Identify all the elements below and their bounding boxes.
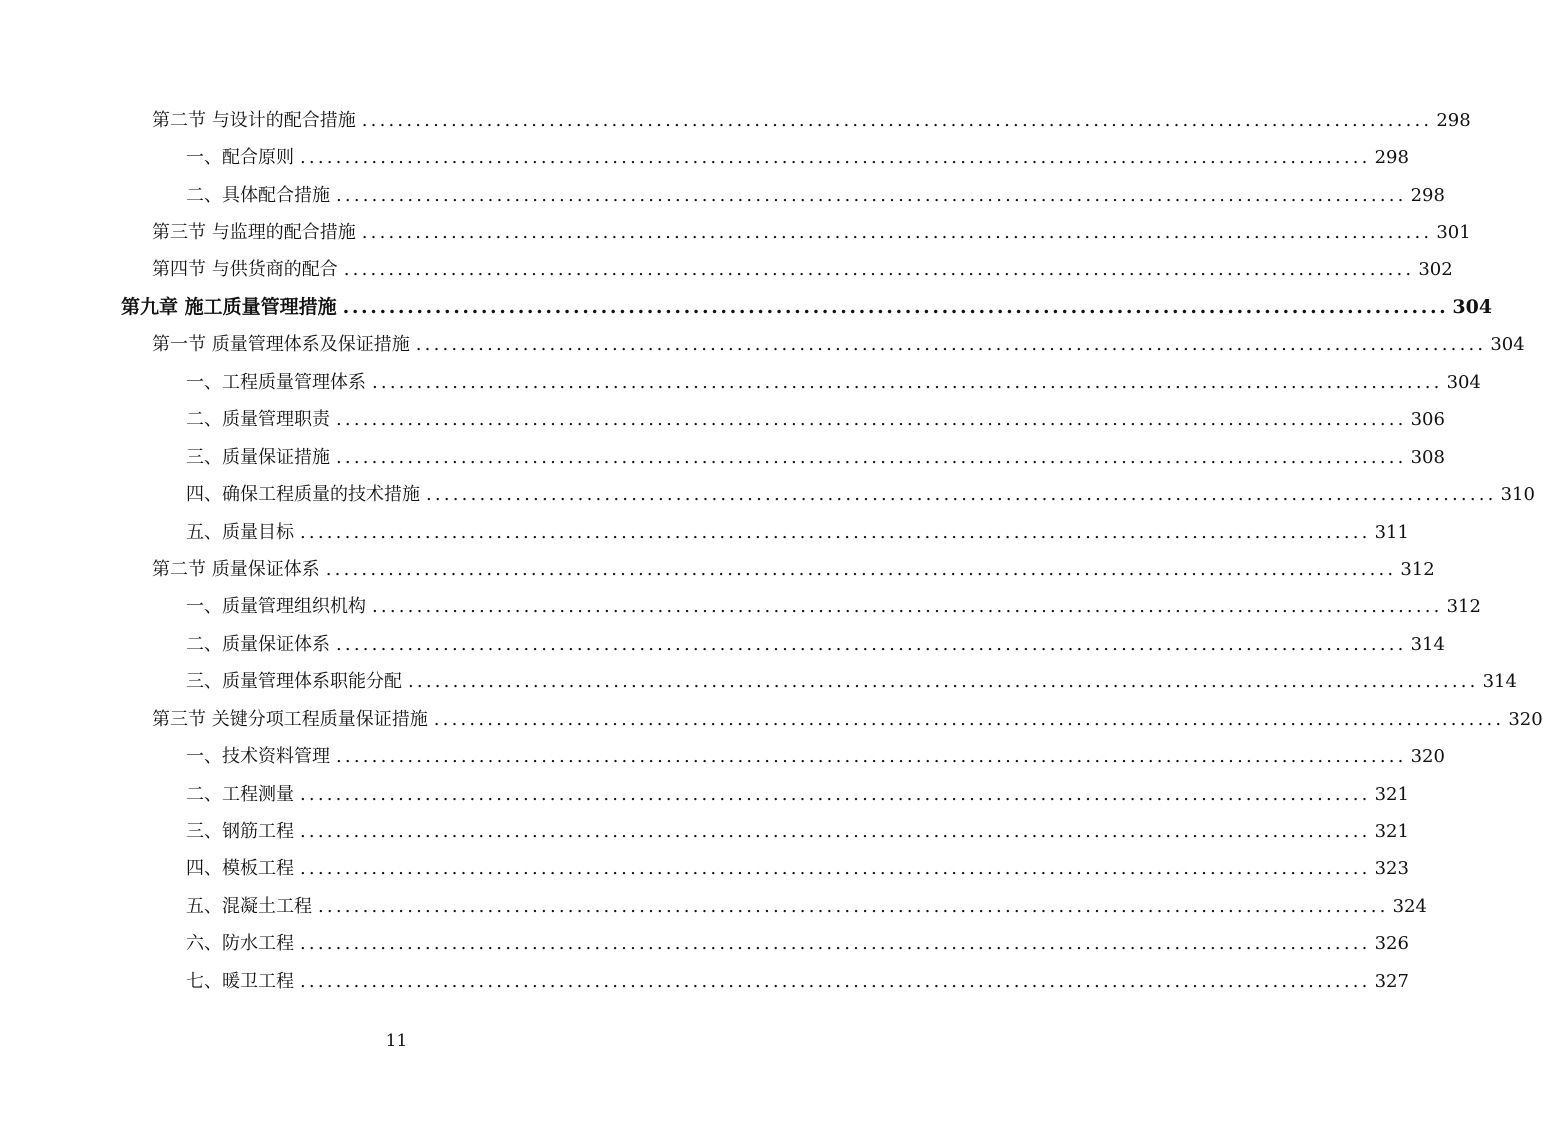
toc-leader-dots: ........................................................................................................................ bbox=[408, 671, 1479, 693]
toc-entry-page: 304 bbox=[1490, 334, 1525, 356]
toc-entry-page: 308 bbox=[1410, 446, 1445, 468]
toc-entry-subsection[interactable] bbox=[0, 400, 1445, 437]
toc-entry-page: 312 bbox=[1400, 558, 1435, 580]
toc-leader-dots: ........................................................................................................................ bbox=[372, 596, 1443, 618]
toc-entry-title: 二、质量管理职责 bbox=[186, 409, 330, 431]
toc-entry-title: 六、防水工程 bbox=[186, 933, 294, 955]
toc-leader-dots: ........................................................................................................................ bbox=[336, 633, 1407, 655]
toc-entry-chapter[interactable] bbox=[0, 287, 1493, 324]
toc-entry-subsection[interactable] bbox=[0, 774, 1409, 811]
toc-entry-title: 五、混凝土工程 bbox=[186, 895, 312, 917]
toc-entry-subsection[interactable] bbox=[0, 175, 1445, 212]
toc-entry-page: 311 bbox=[1374, 521, 1409, 543]
toc-leader-dots: ........................................................................................................................ bbox=[300, 147, 1371, 169]
toc-entry-subsection[interactable] bbox=[0, 849, 1409, 886]
toc-entry-title: 第二节 与设计的配合措施 bbox=[152, 109, 356, 131]
toc-entry-subsection[interactable] bbox=[0, 362, 1481, 399]
toc-entry-page: 304 bbox=[1452, 296, 1493, 319]
toc-leader-dots: ........................................................................................................................ bbox=[325, 558, 1397, 580]
toc-entry-title: 第三节 与监理的配合措施 bbox=[152, 222, 356, 244]
toc-entry-title: 五、质量目标 bbox=[186, 521, 294, 543]
toc-entry-title: 四、确保工程质量的技术措施 bbox=[186, 484, 420, 506]
toc-entry-section[interactable] bbox=[0, 250, 1453, 287]
toc-entry-page: 301 bbox=[1436, 222, 1471, 244]
page-number: 11 bbox=[385, 1031, 408, 1051]
toc-entry-subsection[interactable] bbox=[0, 512, 1409, 549]
toc-leader-dots: ........................................................................................................................ bbox=[336, 446, 1407, 468]
toc-entry-subsection[interactable] bbox=[0, 662, 1517, 699]
toc-entry-page: 298 bbox=[1410, 184, 1445, 206]
toc-leader-dots: ........................................................................................................................ bbox=[336, 746, 1407, 768]
toc-entry-title: 四、模板工程 bbox=[186, 858, 294, 880]
toc-entry-title: 一、质量管理组织机构 bbox=[186, 596, 366, 618]
toc-leader-dots: ........................................................................................................................ bbox=[361, 109, 1433, 131]
toc-entry-section[interactable] bbox=[0, 699, 1543, 736]
toc-entry-title: 第一节 质量管理体系及保证措施 bbox=[152, 334, 410, 356]
toc-entry-title: 二、工程测量 bbox=[186, 783, 294, 805]
toc-entry-subsection[interactable] bbox=[0, 886, 1427, 923]
toc-entry-page: 312 bbox=[1446, 596, 1481, 618]
table-of-contents bbox=[0, 100, 1543, 999]
toc-leader-dots: ........................................................................................................................ bbox=[342, 296, 1449, 319]
toc-leader-dots: ........................................................................................................................ bbox=[343, 259, 1415, 281]
toc-entry-page: 298 bbox=[1374, 147, 1409, 169]
toc-entry-page: 310 bbox=[1500, 484, 1535, 506]
toc-entry-title: 二、质量保证体系 bbox=[186, 633, 330, 655]
toc-entry-page: 302 bbox=[1418, 259, 1453, 281]
toc-leader-dots: ........................................................................................................................ bbox=[415, 334, 1487, 356]
toc-leader-dots: ........................................................................................................................ bbox=[318, 895, 1389, 917]
toc-entry-title: 二、具体配合措施 bbox=[186, 184, 330, 206]
toc-entry-subsection[interactable] bbox=[0, 624, 1445, 661]
toc-entry-subsection[interactable] bbox=[0, 811, 1409, 848]
toc-leader-dots: ........................................................................................................................ bbox=[426, 484, 1497, 506]
toc-leader-dots: ........................................................................................................................ bbox=[433, 708, 1505, 730]
toc-entry-page: 320 bbox=[1508, 708, 1543, 730]
toc-entry-section[interactable] bbox=[0, 549, 1435, 586]
toc-leader-dots: ........................................................................................................................ bbox=[336, 409, 1407, 431]
toc-entry-subsection[interactable] bbox=[0, 437, 1445, 474]
toc-entry-title: 一、配合原则 bbox=[186, 147, 294, 169]
toc-leader-dots: ........................................................................................................................ bbox=[361, 222, 1433, 244]
toc-entry-page: 320 bbox=[1410, 746, 1445, 768]
toc-entry-page: 321 bbox=[1374, 821, 1409, 843]
toc-entry-title: 三、质量管理体系职能分配 bbox=[186, 671, 402, 693]
toc-entry-section[interactable] bbox=[0, 100, 1471, 137]
toc-entry-subsection[interactable] bbox=[0, 924, 1409, 961]
toc-entry-title: 一、工程质量管理体系 bbox=[186, 371, 366, 393]
toc-entry-subsection[interactable] bbox=[0, 961, 1409, 998]
toc-entry-subsection[interactable] bbox=[0, 736, 1445, 773]
toc-entry-title: 一、技术资料管理 bbox=[186, 746, 330, 768]
toc-entry-page: 326 bbox=[1374, 933, 1409, 955]
toc-entry-page: 323 bbox=[1374, 858, 1409, 880]
toc-leader-dots: ........................................................................................................................ bbox=[300, 970, 1371, 992]
toc-entry-title: 七、暖卫工程 bbox=[186, 970, 294, 992]
toc-entry-page: 304 bbox=[1446, 371, 1481, 393]
toc-entry-title: 第九章 施工质量管理措施 bbox=[121, 296, 337, 319]
toc-leader-dots: ........................................................................................................................ bbox=[300, 821, 1371, 843]
toc-leader-dots: ........................................................................................................................ bbox=[336, 184, 1407, 206]
toc-entry-page: 314 bbox=[1410, 633, 1445, 655]
toc-entry-page: 306 bbox=[1410, 409, 1445, 431]
toc-entry-subsection[interactable] bbox=[0, 474, 1535, 511]
toc-entry-title: 三、质量保证措施 bbox=[186, 446, 330, 468]
toc-entry-page: 298 bbox=[1436, 109, 1471, 131]
toc-entry-page: 314 bbox=[1482, 671, 1517, 693]
toc-entry-section[interactable] bbox=[0, 212, 1471, 249]
toc-entry-page: 327 bbox=[1374, 970, 1409, 992]
toc-entry-page: 324 bbox=[1392, 895, 1427, 917]
toc-leader-dots: ........................................................................................................................ bbox=[300, 783, 1371, 805]
toc-entry-title: 第四节 与供货商的配合 bbox=[152, 259, 338, 281]
toc-leader-dots: ........................................................................................................................ bbox=[300, 521, 1371, 543]
toc-leader-dots: ........................................................................................................................ bbox=[300, 933, 1371, 955]
toc-entry-subsection[interactable] bbox=[0, 587, 1481, 624]
toc-entry-subsection[interactable] bbox=[0, 137, 1409, 174]
toc-entry-title: 第三节 关键分项工程质量保证措施 bbox=[152, 708, 428, 730]
toc-entry-title: 第二节 质量保证体系 bbox=[152, 558, 320, 580]
toc-entry-page: 321 bbox=[1374, 783, 1409, 805]
toc-leader-dots: ........................................................................................................................ bbox=[300, 858, 1371, 880]
toc-entry-section[interactable] bbox=[0, 325, 1525, 362]
toc-entry-title: 三、钢筋工程 bbox=[186, 821, 294, 843]
toc-leader-dots: ........................................................................................................................ bbox=[372, 371, 1443, 393]
